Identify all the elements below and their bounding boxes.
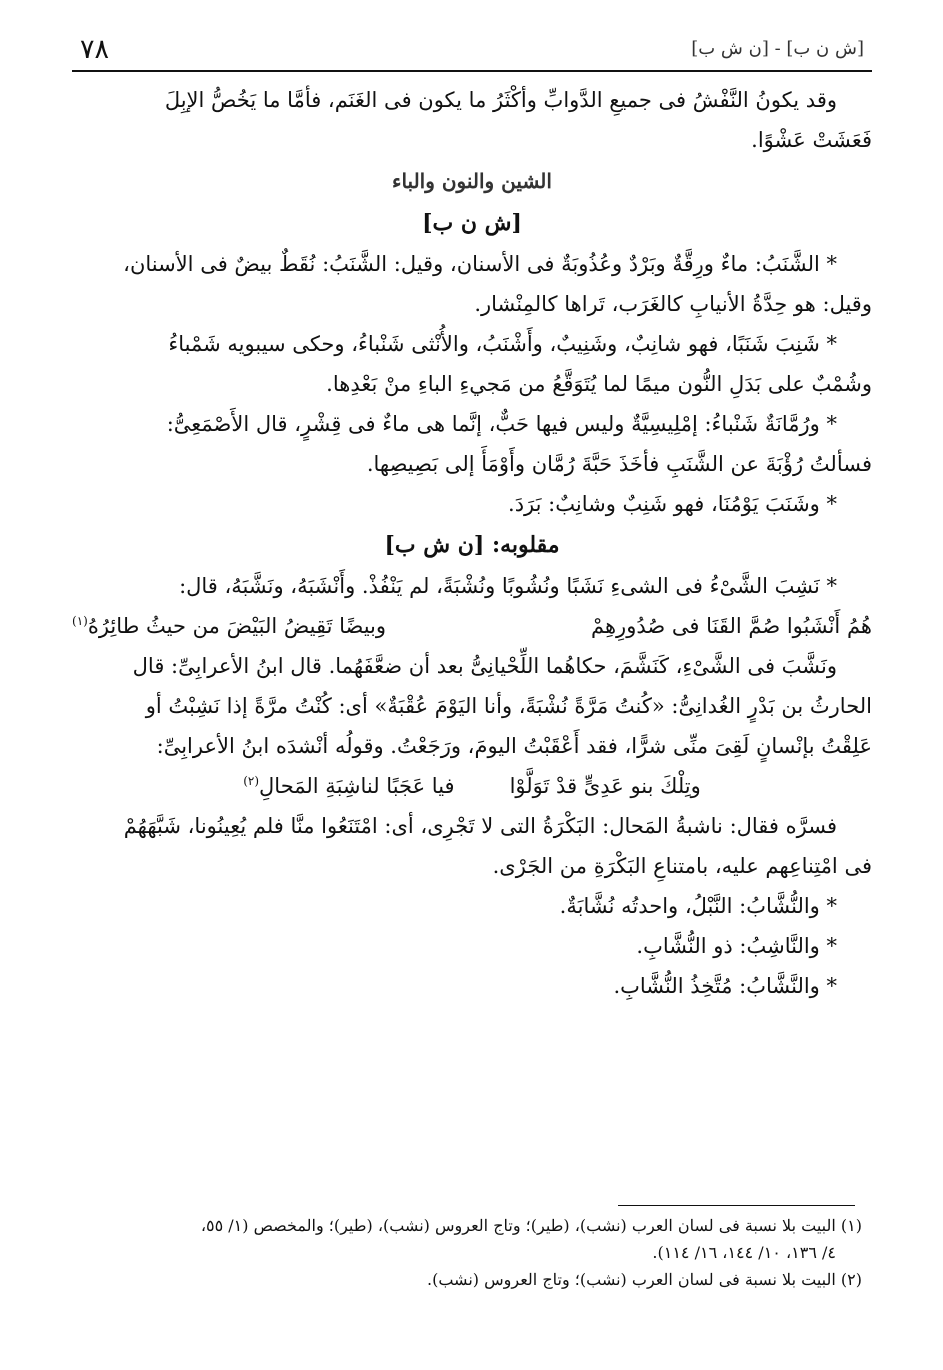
entry-line: فى امْتِناعِهم عليه، بامتناعِ البَكْرَةِ من الجَرْى. — [492, 854, 872, 878]
entry-line: * نَشِبَ الشَّىْءُ فى الشىءِ نَشَبًا ونُشُوبًا ونُشْبَةً، لم يَنْفُذْ. وأَنْشَبَهُ، ونَشَّبَهُ، قال: — [179, 574, 837, 598]
verse — [72, 606, 872, 646]
entry-line: * الشَّنَبُ: ماءٌ ورِقَّةٌ وبَرْدٌ وعُذُوبَةٌ فى الأسنان، وقيل: الشَّنَبُ: نُقَطٌ بيضٌ فى الأسنان، — [123, 252, 837, 276]
verse-hemistich: وبيضًا تَقِيضُ البَيْضَ من حيثُ طائِرُهُ — [87, 614, 387, 638]
footnote-line: (٢) البيت بلا نسبة فى لسان العرب (نشب)؛ وتاج العروس (نشب). — [427, 1270, 862, 1289]
footnote-line: ٤/ ١٣٦، ١٠/ ١٤٤، ١٦/ ١١٤). — [652, 1243, 836, 1262]
root-heading: مقلوبه: [ن ش ب] — [384, 532, 560, 558]
entry-line: الحارثُ بن بَدْرٍ الغُدانِىُّ: «كُنتُ مَرَّةً نُشْبَةً، وأنا اليَوْمَ عُقْبَةٌ» أى: كُنْتُ مرَّةً إذا نَشِبْتُ أو — [145, 694, 872, 718]
body-text — [72, 80, 872, 1006]
entry-line: * والنَّاشِبُ: ذو النُّشَّابِ. — [636, 934, 837, 958]
footnote-marker[interactable]: (١) — [72, 614, 88, 628]
footnotes — [72, 1212, 862, 1293]
section-title: الشين والنون والباء — [392, 169, 552, 193]
verse-hemistich: وتِلْكَ بنو عَدِىٍّ قدْ تَوَلَّوْا — [509, 774, 701, 798]
verse-hemistich: هُمُ أَنْشَبُوا صُمَّ القَنَا فى صُدُورِهِمْ — [591, 614, 872, 638]
entry-line: ونَشَّبَ فى الشَّىْءِ، كَنَشَّمَ، حكاهُما اللِّحْيانِىُّ بعد أن ضعَّفَهُما. قال ابنُ الأعرابِىِّ: قال — [132, 654, 837, 678]
page-header — [72, 30, 872, 72]
entry-line: * والنَّشَّابُ: مُتَّخِذُ النُّشَّابِ. — [613, 974, 837, 998]
verse-hemistich-wrap — [243, 766, 454, 806]
entry-line: فسألتُ رُؤْبَةَ عن الشَّنَبِ فأخَذَ حَبَّةَ رُمَّان وأَوْمَأَ إلى بَصِيصِها. — [366, 452, 872, 476]
entry-line: وشُمْبٌ على بَدَلِ النُّون ميمًا لما يُتَوَقَّعُ من مَجيءِ الباءِ منْ بَعْدِها. — [326, 372, 872, 396]
footnote-marker[interactable]: (٢) — [243, 774, 260, 788]
entry-line: * وشَنَبَ يَوْمُنَا، فهو شَنِبٌ وشانِبٌ: بَرَدَ. — [508, 492, 837, 516]
footnote-divider — [618, 1205, 855, 1206]
entry-line: وقيل: هو حِدَّةُ الأنيابِ كالغَرَب، تَراها كالمِنْشار. — [474, 292, 872, 316]
verse-hemistich: فيا عَجَبًا لناشِبَةِ المَحالِ — [259, 774, 455, 798]
entry-line: عَلِقْتُ بإنْسانٍ لَقِىَ منِّى شرًّا، فقد أَعْقَبْتُ اليومَ، ورَجَعْتُ. وقولُه أنْشدَه ابنُ الأعرابِىِّ: — [156, 734, 872, 758]
footnote-line: (١) البيت بلا نسبة فى لسان العرب (نشب)، (طير)؛ وتاج العروس (نشب)، (طير)؛ والمخصص (١/ ٥٥، — [200, 1216, 862, 1235]
intro-line: وقد يكونُ النَّفْشُ فى جميعِ الدَّوابِّ وأكْثَرُ ما يكون فى الغَنَم، فأمَّا ما يَخُصُّ الإبِلَ — [164, 88, 837, 112]
entry-line: * والنُّشَّابُ: النَّبْلُ، واحدتُه نُشَّابَةٌ. — [559, 894, 837, 918]
entry-line: * ورُمَّانَةٌ شَنْباءُ: إمْلِيسِيَّةٌ وليس فيها حَبٌّ، إنَّما هى ماءٌ فى قِشْرٍ، قال الأَصْمَعِىُّ: — [166, 412, 837, 436]
running-head: [ش ن ب] - [ن ش ب] — [691, 38, 864, 59]
root-heading: [ش ن ب] — [422, 210, 522, 236]
verse-hemistich-wrap — [72, 606, 386, 646]
intro-line: فَعَشَتْ عَشْوًا. — [751, 128, 872, 152]
entry-line: فسرَّه فقال: ناشبةُ المَحال: البَكْرَةُ التى لا تَجْرِى، أى: امْتَنَعُوا منَّا فلم يُعِينُونا، شَبَّهَهُمْ — [123, 814, 837, 838]
page-number: ٧٨ — [80, 34, 110, 65]
verse — [72, 766, 872, 806]
entry-line: * شَنِبَ شَنَبًا، فهو شانِبٌ، وشَنِيبٌ، وأَشْنَبُ، والأُنْثى شَنْباءُ، وحكى سيبويه شَمْباءُ — [168, 332, 837, 356]
